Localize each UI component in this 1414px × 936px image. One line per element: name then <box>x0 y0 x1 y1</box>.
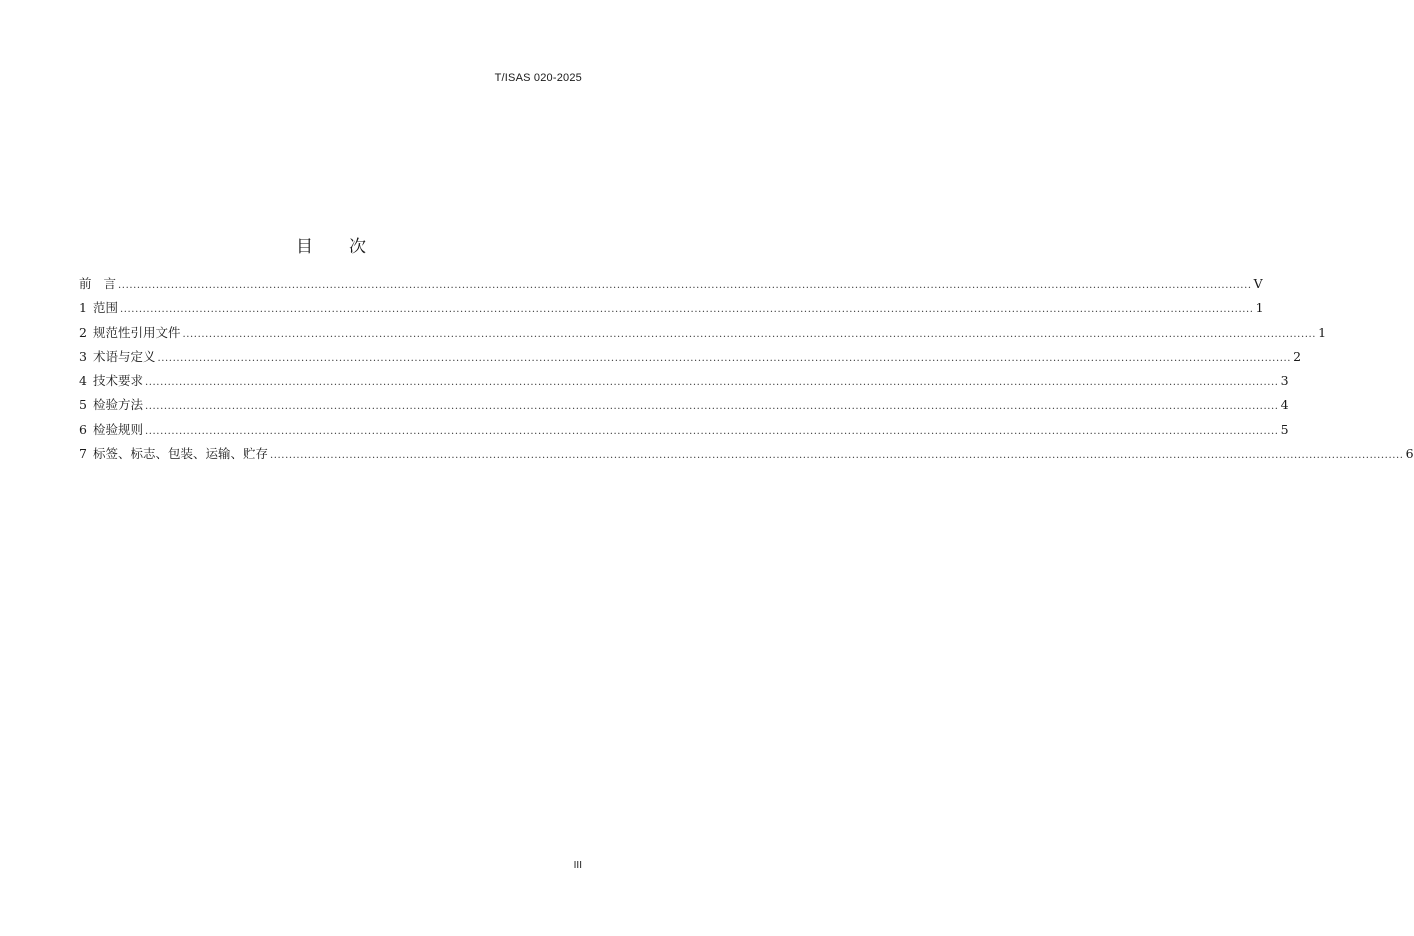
toc-entry-terms-definitions[interactable] <box>79 348 1302 373</box>
toc-entry-number: 3 <box>79 348 87 364</box>
toc-entry-label: 技术要求 <box>92 373 143 389</box>
toc-entry-labeling-packaging[interactable] <box>79 446 1414 470</box>
toc-entry-number: 7 <box>79 446 87 462</box>
toc-leader-dots: ............................................................................................................................................................................................................................................................................................................ <box>269 450 1404 462</box>
toc-leader-dots: ............................................................................................................................................................................................................................................................................................................ <box>119 304 1254 316</box>
toc-entry-label-group <box>79 300 118 316</box>
toc-entry-page: 3 <box>1280 373 1289 389</box>
toc-entry-page: 4 <box>1280 397 1289 413</box>
toc-entry-page: 1 <box>1318 324 1327 340</box>
toc-leader-dots: ............................................................................................................................................................................................................................................................................................................ <box>157 352 1292 364</box>
toc-entry-label: 范围 <box>92 300 118 316</box>
toc-entry-label-group <box>79 422 143 438</box>
toc-entry-foreword[interactable] <box>79 276 1263 300</box>
toc-entry-number: 5 <box>79 397 87 413</box>
toc-entry-label-group <box>79 397 143 413</box>
toc-entry-page: 5 <box>1280 421 1289 437</box>
toc-leader-dots: ............................................................................................................................................................................................................................................................................................................ <box>144 425 1279 437</box>
toc-leader-dots: ............................................................................................................................................................................................................................................................................................................ <box>182 328 1317 340</box>
page-number: III <box>573 860 582 871</box>
toc-entry-page: 2 <box>1293 348 1302 364</box>
toc-entry-number: 4 <box>79 373 87 389</box>
toc-entry-label: 标签、标志、包装、运输、贮存 <box>92 446 268 462</box>
toc-entry-label: 规范性引用文件 <box>92 324 181 340</box>
toc-entry-number: 2 <box>79 324 87 340</box>
toc-title-part1: 目 <box>296 237 313 257</box>
toc-title <box>0 232 662 257</box>
toc-entry-label-group <box>79 325 180 341</box>
toc-title-part2: 次 <box>349 237 366 257</box>
table-of-contents <box>79 276 1414 470</box>
toc-entry-page: 6 <box>1405 446 1414 462</box>
toc-entry-page: V <box>1253 276 1263 291</box>
toc-leader-dots: ............................................................................................................................................................................................................................................................................................................ <box>118 280 1252 291</box>
toc-entry-scope[interactable] <box>79 300 1264 324</box>
toc-entry-inspection-rules[interactable] <box>79 421 1289 446</box>
toc-leader-dots: ............................................................................................................................................................................................................................................................................................................ <box>144 377 1279 389</box>
toc-entry-label: 检验规则 <box>92 421 143 437</box>
toc-entry-label: 检验方法 <box>92 397 143 413</box>
toc-entry-technical-requirements[interactable] <box>79 373 1289 397</box>
toc-entry-normative-references[interactable] <box>79 324 1327 349</box>
toc-entry-test-methods[interactable] <box>79 397 1289 421</box>
toc-entry-label-group <box>79 446 268 462</box>
toc-entry-label-group <box>79 349 155 365</box>
toc-entry-label-group <box>79 373 143 389</box>
toc-entry-page: 1 <box>1255 300 1264 316</box>
toc-entry-number: 6 <box>79 421 87 437</box>
toc-entry-label: 术语与定义 <box>92 348 156 364</box>
toc-leader-dots: ............................................................................................................................................................................................................................................................................................................ <box>144 401 1279 413</box>
toc-entry-number: 1 <box>79 300 87 316</box>
toc-entry-label: 前言 <box>79 276 117 291</box>
document-code: T/ISAS 020-2025 <box>494 72 582 84</box>
